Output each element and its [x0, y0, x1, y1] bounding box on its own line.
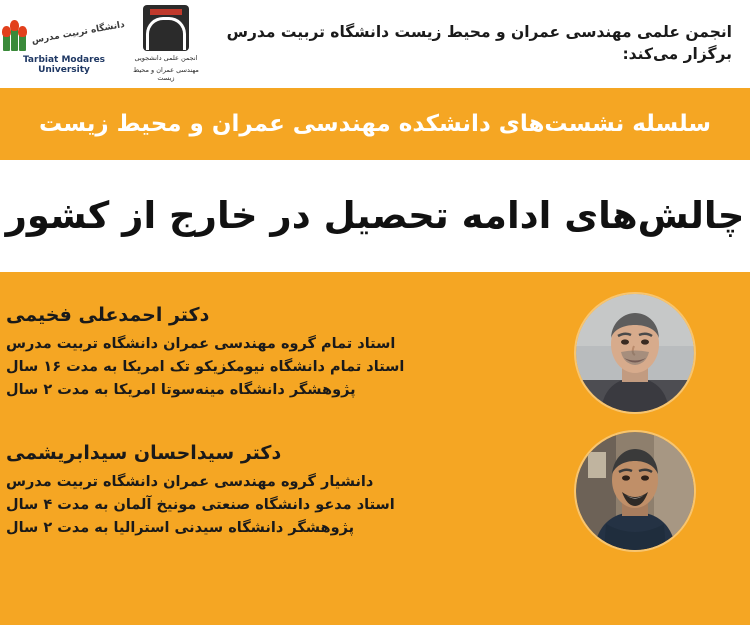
- tulip-emblem-icon: [2, 13, 28, 53]
- association-caption-line2: مهندسی عمران و محیط زیست: [133, 65, 199, 83]
- university-latin-line2: University: [38, 65, 90, 75]
- speaker-2-photo: [576, 432, 694, 550]
- university-latin-line1: Tarbiat Modares: [22, 54, 106, 65]
- speaker-card: [0, 432, 750, 550]
- speaker-1-info: [0, 304, 558, 402]
- university-emblem-row: [2, 13, 125, 53]
- university-script-text: دانشگاه تربیت مدرس: [31, 19, 126, 46]
- title-band: [0, 160, 750, 272]
- speaker-1-detail-3: پژوهشگر دانشگاه مینه‌سوتا امریکا به مدت ۲ سال: [6, 381, 356, 398]
- event-title: چالش‌های ادامه تحصیل در خارج از کشور: [5, 193, 745, 237]
- bottom-strip: [0, 601, 750, 625]
- speaker-1-photo: [576, 294, 694, 412]
- speaker-2-info: [0, 442, 558, 540]
- scientific-association-logo: [126, 5, 206, 82]
- tarbiat-modares-university-logo: [10, 13, 126, 76]
- speaker-1-name: دکتر احمدعلی فخیمی: [6, 304, 210, 327]
- speaker-2-detail-3: پژوهشگر دانشگاه سیدنی استرالیا به مدت ۲ سال: [6, 519, 355, 536]
- speaker-1-detail-1: استاد تمام گروه مهندسی عمران دانشگاه تربیت مدرس: [6, 336, 396, 353]
- series-band: [0, 88, 750, 160]
- series-title: سلسله نشست‌های دانشکده مهندسی عمران و محیط زیست: [39, 111, 711, 137]
- speaker-card: [0, 294, 750, 412]
- speaker-2-detail-2: استاد مدعو دانشگاه صنعتی مونیخ آلمان به مدت ۴ سال: [6, 497, 395, 514]
- tulip-bud-3: [18, 26, 27, 37]
- university-latin-name: [23, 55, 105, 76]
- speaker-2-name: دکتر سیداحسان سیدابریشمی: [6, 442, 282, 465]
- speaker-1-detail-2: استاد تمام دانشگاه نیومکزیکو تک امریکا به مدت ۱۶ سال: [6, 359, 405, 376]
- association-badge-icon: [143, 5, 189, 51]
- logo-group: [10, 5, 206, 82]
- organizer-announcement: انجمن علمی مهندسی عمران و محیط زیست دانشگاه تربیت مدرس برگزار می‌کند:: [226, 23, 732, 63]
- badge-arch-shape: [146, 17, 186, 50]
- association-caption-line1: انجمن علمی دانشجویی: [134, 54, 198, 63]
- speaker-2-detail-1: دانشیار گروه مهندسی عمران دانشگاه تربیت مدرس: [6, 474, 374, 491]
- speakers-section: [0, 272, 750, 601]
- poster-header: [0, 0, 750, 88]
- badge-brick-shape: [150, 9, 182, 15]
